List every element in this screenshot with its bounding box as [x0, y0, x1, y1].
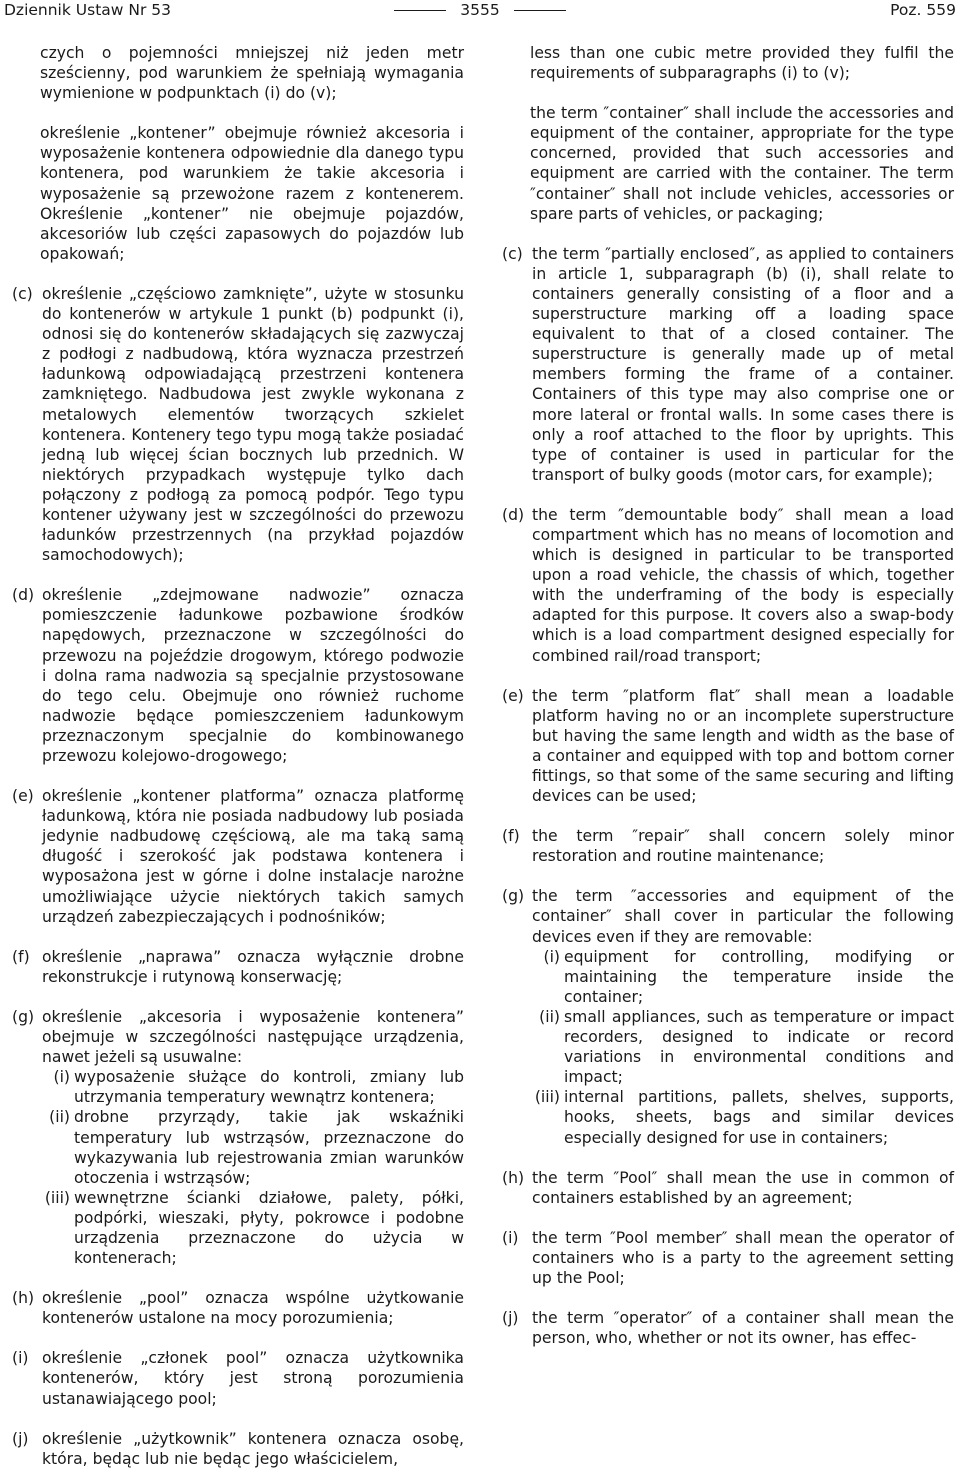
- item-text: określenie „zdejmowane nadwozie” oznacza pomieszczenie ładunkowe pozbawione środków napędowych, przeznaczone w szczególności do przewozu na pojeździe drogowym, którego podwozie i dolna rama nadwozia są specjalnie przystosowane do tego celu. Obejmuje ono również ruchome nadwozie będące pomieszczeniem ładunkowym przeznaczonym specjalnie do kombinowanego przewozu kolejowo-drogowego;: [42, 586, 464, 765]
- definition-item-f: [502, 826, 954, 866]
- dash-left: [394, 10, 446, 11]
- item-label: (g): [502, 887, 525, 906]
- sub-item-label: (i): [543, 947, 560, 966]
- sub-item-label: (ii): [49, 1108, 70, 1127]
- definition-item-h: [502, 1168, 954, 1208]
- item-label: (f): [12, 947, 30, 966]
- page-number: [4, 0, 956, 20]
- definition-item-e: [12, 786, 464, 927]
- position-number: Poz. 559: [890, 1, 956, 19]
- polish-column: [12, 43, 464, 1469]
- item-text: the term ″Pool″ shall mean the use in common of containers established by an agreement;: [532, 1168, 954, 1207]
- sub-item-i: [502, 947, 954, 1007]
- item-label: (i): [12, 1349, 29, 1368]
- item-text: the term ″platform flat″ shall mean a loadable platform having no or an incomplete superstructure but having the same length and width as the base of a container and equipped with top and bottom corner fittings, so that some of the same securing and lifting devices can be used;: [532, 686, 954, 806]
- item-text: określenie „pool” oznacza wspólne użytkowanie kontenerów ustalone na mocy porozumienia;: [42, 1289, 464, 1328]
- intro-paragraph: the term ″container″ shall include the accessories and equipment of the container, appropriate for the type concerned, provided that such accessories and equipment are carried with the container. The term ″container″ shall not include vehicles, accessories or spare parts of vehicles, or packaging;: [530, 104, 954, 223]
- sub-item-label: (i): [53, 1068, 70, 1087]
- item-label: (d): [12, 586, 35, 605]
- item-label: (j): [12, 1429, 29, 1448]
- item-label: (d): [502, 505, 525, 524]
- definition-item-c: [502, 244, 954, 485]
- definition-item-c: [12, 284, 464, 565]
- item-text: the term ″partially enclosed″, as applied to containers in article 1, subparagraph (b) (i), shall relate to containers generally consisting of a floor and a superstructure marking off a loading space equivalent to that of a closed container. The superstructure is generally made up of metal members forming the frame of a container. Containers of this type may also comprise one or more lateral or frontal walls. In some cases there is only a roof attached to the floor by uprights. This type of container is used in particular for the transport of bulky goods (motor cars, for example);: [532, 244, 954, 484]
- definition-item-e: [502, 686, 954, 807]
- definition-item-g: [502, 886, 954, 946]
- sub-item-label: (ii): [539, 1007, 560, 1026]
- item-text: the term ″Pool member″ shall mean the operator of containers who is a party to the agreement setting up the Pool;: [532, 1228, 954, 1287]
- item-label: (i): [502, 1228, 519, 1247]
- sub-item-text: wewnętrzne ścianki działowe, palety, półki, podpórki, wieszaki, płyty, pokrowce i podobne urządzenia przeznaczone do użycia w kontenerach;: [74, 1188, 464, 1268]
- item-text: określenie „członek pool” oznacza użytkownika kontenerów, który jest stroną porozumienia ustanawiającego pool;: [42, 1349, 464, 1408]
- sub-item-ii: [12, 1107, 464, 1187]
- definition-item-j: [12, 1429, 464, 1469]
- item-text: the term ″repair″ shall concern solely minor restoration and routine maintenance;: [532, 827, 954, 866]
- item-label: (f): [502, 827, 520, 846]
- definition-item-i: [502, 1228, 954, 1288]
- item-label: (e): [502, 686, 524, 705]
- item-text: określenie „kontener platforma” oznacza platformę ładunkową, która nie posiada nadbudowy lub posiada jedynie nadbudowę częściową, ale ma taką samą długość i szerokość jak podstawa kontenera i wyposażona jest w górne i dolne instalacje narożne umożliwiające użycie niektórych takich samych urządzeń zabezpieczających i podnośników;: [42, 787, 464, 926]
- dash-right: [514, 10, 566, 11]
- intro-paragraph: określenie „kontener” obejmuje również akcesoria i wyposażenie kontenera odpowiednie dla danego typu kontenera, pod warunkiem że takie akcesoria i wyposażenie są przewożone razem z kontenerem. Określenie „kontener” nie obejmuje pojazdów, akcesoriów lub części zapasowych do pojazdów lub opakowań;: [40, 124, 464, 263]
- page-number-text: 3555: [460, 1, 500, 19]
- item-text: the term ″operator″ of a container shall mean the person, who, whether or not its owner, has effec-: [532, 1309, 954, 1348]
- definition-item-h: [12, 1288, 464, 1328]
- item-label: (c): [502, 244, 523, 263]
- journal-title: Dziennik Ustaw Nr 53: [4, 1, 171, 19]
- item-label: (h): [12, 1289, 35, 1308]
- definition-item-g: [12, 1007, 464, 1067]
- item-text: określenie „częściowo zamknięte”, użyte w stosunku do kontenerów w artykule 1 punkt (b) podpunkt (i), odnosi się do kontenerów składających się zazwyczaj z podłogi z nadbudową, która wyznacza przestrzeń ładunkową odpowiadającą przestrzeni kontenera zamkniętego. Nadbudowa jest zwykle wykonana z metalowych elementów tworzących szkielet kontenera. Kontenery tego typu mogą także posiadać jedną lub więcej ścian bocznych lub przednich. W niektórych przypadkach występuje tylko dach połączony z podłogą za pomocą podpór. Tego typu kontener używany jest w szczególności do przewozu ładunków przestrzennych (na przykład pojazdów samochodowych);: [42, 284, 464, 565]
- page-header: [4, 0, 956, 22]
- sub-item-iii: [502, 1087, 954, 1147]
- definition-item-d: [12, 585, 464, 766]
- sub-item-ii: [502, 1007, 954, 1087]
- definition-item-f: [12, 947, 464, 987]
- intro-paragraph: czych o pojemności mniejszej niż jeden metr sześcienny, pod warunkiem że spełniają wymagania wymienione w podpunktach (i) do (v);: [40, 44, 464, 103]
- item-label: (h): [502, 1168, 525, 1187]
- item-label: (c): [12, 284, 33, 303]
- sub-item-label: (iii): [534, 1088, 560, 1107]
- definition-item-j: [502, 1308, 954, 1348]
- item-label: (g): [12, 1007, 35, 1026]
- item-label: (e): [12, 787, 34, 806]
- english-column: [502, 43, 954, 1348]
- sub-item-text: small appliances, such as temperature or impact recorders, designed to indicate or record variations in environmental conditions and impact;: [564, 1007, 954, 1087]
- item-text: określenie „naprawa” oznacza wyłącznie drobne rekonstrukcje i rutynową konserwację;: [42, 947, 464, 986]
- sub-item-text: drobne przyrządy, takie jak wskaźniki temperatury lub wstrząsów, przeznaczone do wykazywania lub rejestrowania zmian warunków otoczenia i wstrząsów;: [74, 1108, 464, 1187]
- definition-item-i: [12, 1348, 464, 1408]
- sub-item-text: wyposażenie służące do kontroli, zmiany lub utrzymania temperatury wewnątrz kontenera;: [74, 1068, 464, 1107]
- item-text: określenie „akcesoria i wyposażenie kontenera” obejmuje w szczególności następujące urządzenia, nawet jeżeli są usuwalne:: [42, 1007, 464, 1067]
- item-label: (j): [502, 1309, 519, 1328]
- item-text: the term ″demountable body″ shall mean a load compartment which has no means of locomotion and which is designed in particular to be transported upon a road vehicle, the chassis of which, together with the underframing of the body is especially adapted for this purpose. It covers also a swap-body which is a load compartment designed especially for combined rail/road transport;: [532, 505, 954, 665]
- intro-paragraph: less than one cubic metre provided they fulfil the requirements of subparagraphs (i) to (v);: [530, 44, 954, 83]
- item-text: the term ″accessories and equipment of the container″ shall cover in particular the following devices even if they are removable:: [532, 887, 954, 946]
- sub-item-text: equipment for controlling, modifying or maintaining the temperature inside the container;: [564, 947, 954, 1006]
- sub-item-label: (iii): [44, 1188, 70, 1207]
- sub-item-i: [12, 1067, 464, 1107]
- sub-item-text: internal partitions, pallets, shelves, supports, hooks, sheets, bags and similar devices especially designed for use in containers;: [564, 1088, 954, 1147]
- definition-item-d: [502, 505, 954, 666]
- sub-item-iii: [12, 1188, 464, 1268]
- item-text: określenie „użytkownik” kontenera oznacza osobę, która, będąc lub nie będąc jego właścicielem,: [42, 1429, 464, 1468]
